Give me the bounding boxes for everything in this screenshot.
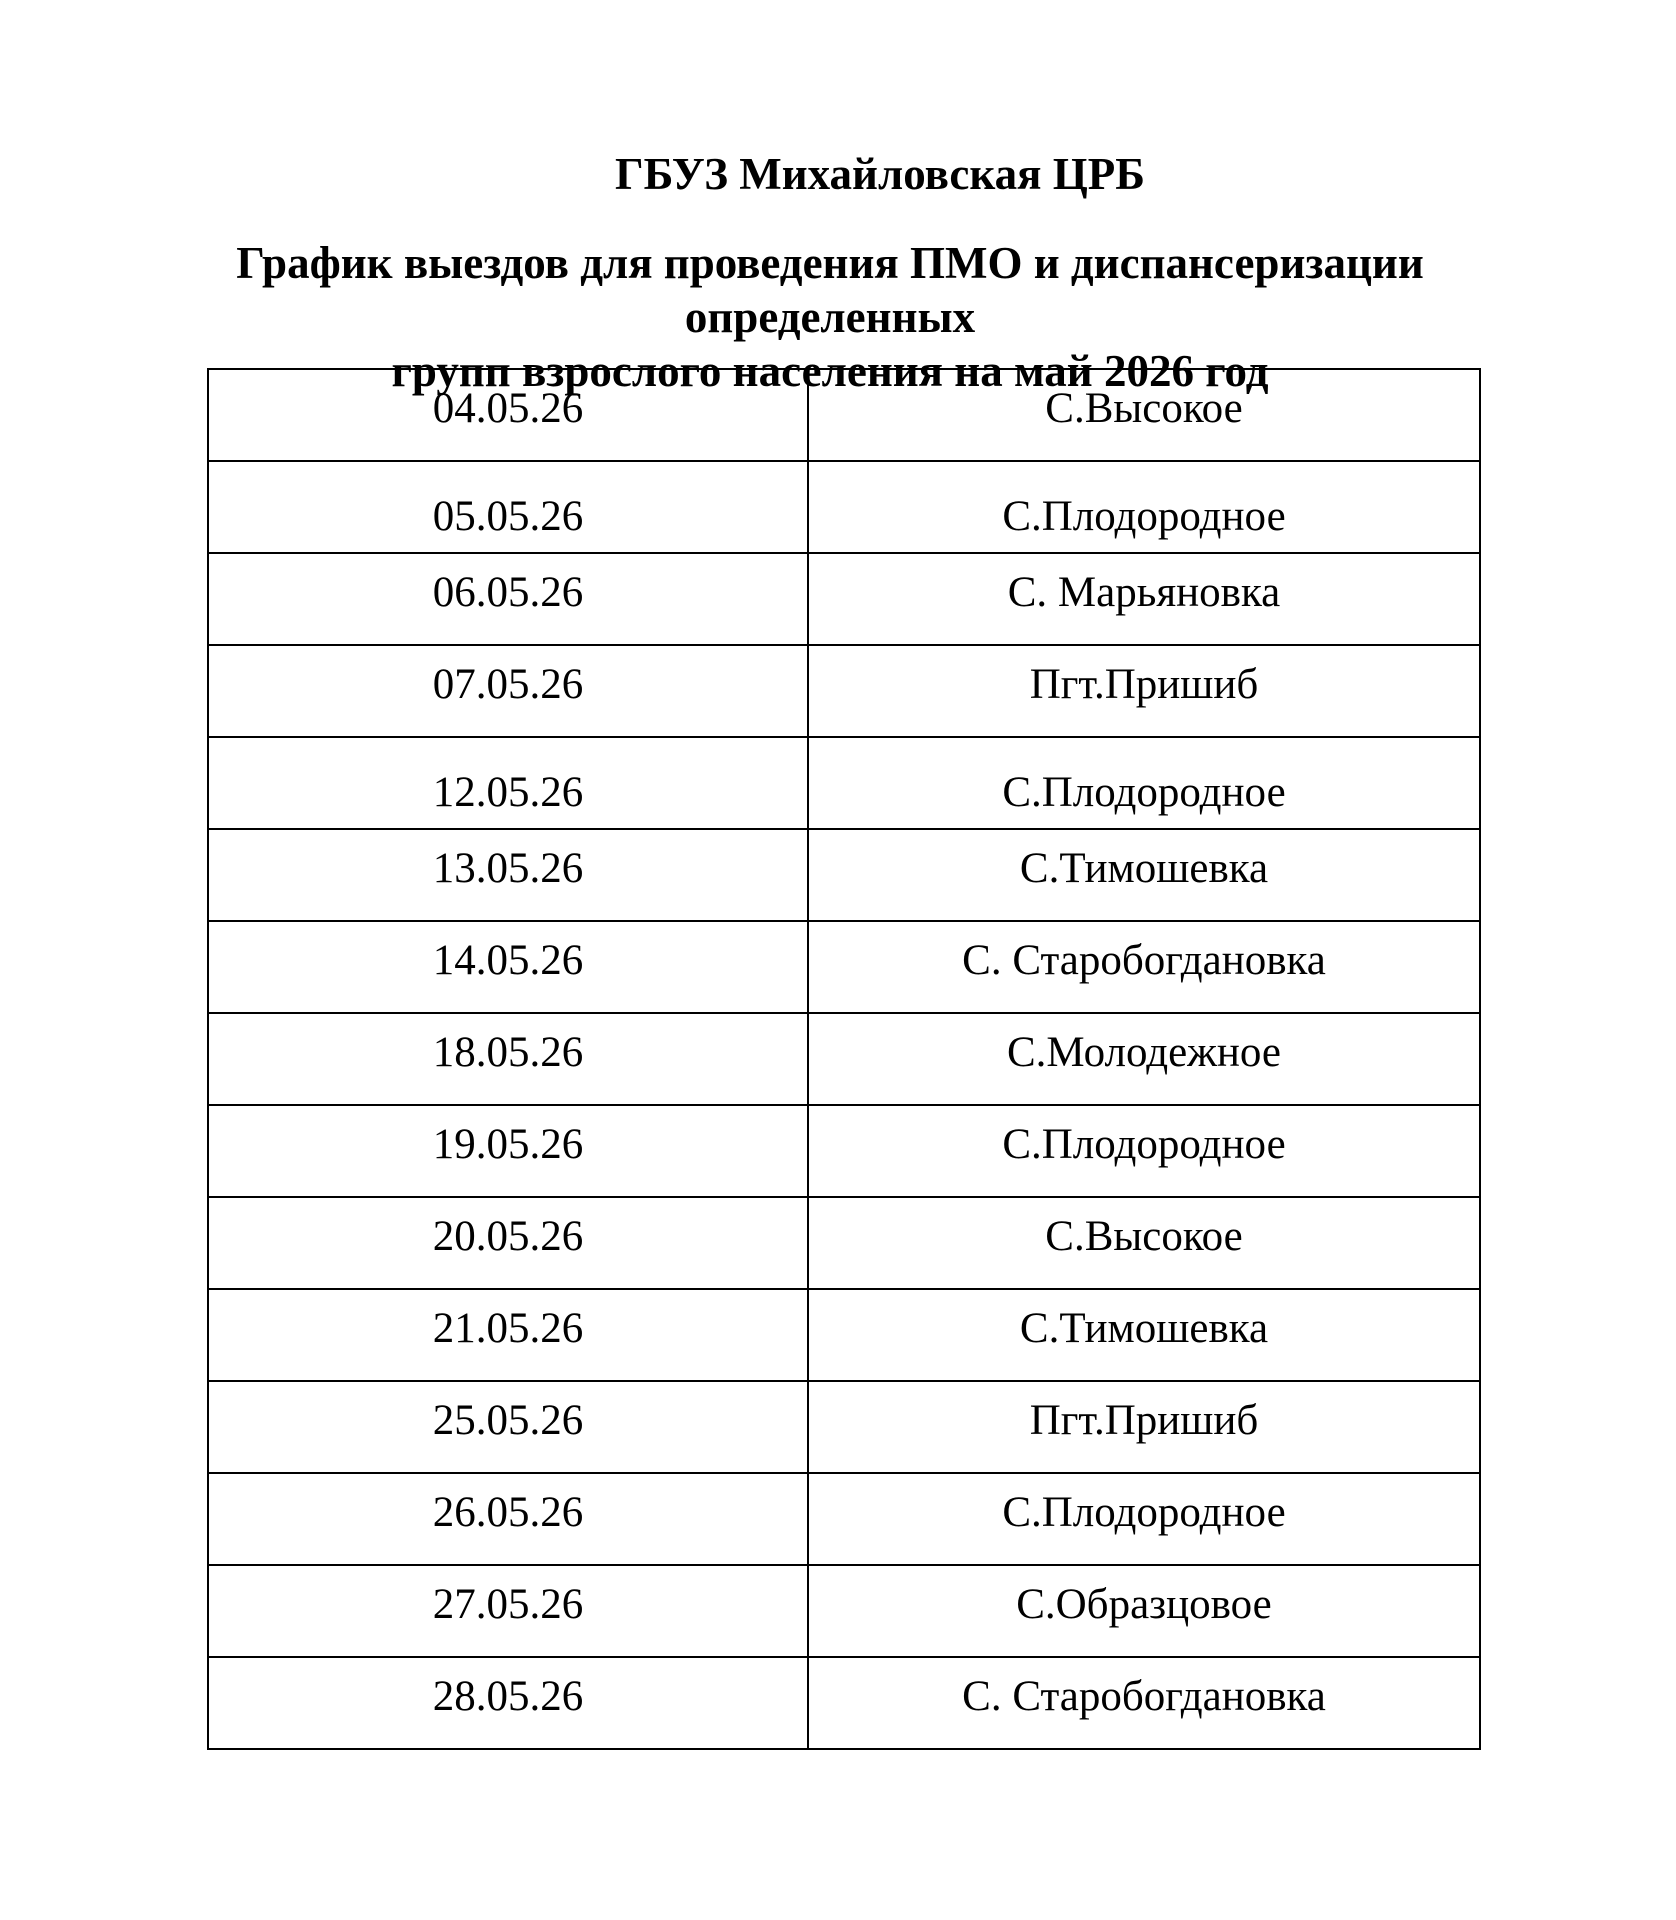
place-cell xyxy=(808,645,1480,737)
date-cell xyxy=(208,1197,808,1289)
table-row xyxy=(208,1197,1480,1289)
organization-name: ГБУЗ Михайловская ЦРБ xyxy=(614,149,1145,199)
place-text: С.Плодородное xyxy=(1002,493,1286,540)
date-cell xyxy=(208,737,808,829)
date-text: 05.05.26 xyxy=(432,493,584,540)
date-cell xyxy=(208,645,808,737)
place-cell xyxy=(808,921,1480,1013)
date-cell xyxy=(208,921,808,1013)
date-text: 13.05.26 xyxy=(432,845,584,892)
place-text: С.Плодородное xyxy=(1002,769,1286,816)
place-text: Пгт.Пришиб xyxy=(1029,1397,1259,1444)
table-row xyxy=(208,921,1480,1013)
date-text: 27.05.26 xyxy=(432,1581,584,1628)
place-cell xyxy=(808,369,1480,461)
place-cell xyxy=(808,461,1480,553)
date-text: 14.05.26 xyxy=(432,937,584,984)
table-row xyxy=(208,369,1480,461)
table-row xyxy=(208,737,1480,829)
place-cell xyxy=(808,553,1480,645)
place-text: С.Тимошевка xyxy=(1019,845,1269,892)
date-cell xyxy=(208,1013,808,1105)
date-text: 25.05.26 xyxy=(432,1397,584,1444)
place-cell xyxy=(808,1105,1480,1197)
place-text: С.Образцовое xyxy=(1016,1581,1272,1628)
date-text: 07.05.26 xyxy=(432,661,584,708)
date-cell xyxy=(208,1565,808,1657)
table-row xyxy=(208,829,1480,921)
date-cell xyxy=(208,1381,808,1473)
place-text: С.Тимошевка xyxy=(1019,1305,1269,1352)
date-text: 21.05.26 xyxy=(432,1305,584,1352)
date-cell xyxy=(208,1289,808,1381)
table-row xyxy=(208,1657,1480,1749)
date-text: 20.05.26 xyxy=(432,1213,584,1260)
table-row xyxy=(208,461,1480,553)
date-cell xyxy=(208,553,808,645)
date-cell xyxy=(208,1105,808,1197)
date-text: 12.05.26 xyxy=(432,769,584,816)
place-cell xyxy=(808,1473,1480,1565)
place-text: С. Марьяновка xyxy=(1007,569,1281,616)
place-text: Пгт.Пришиб xyxy=(1029,661,1259,708)
date-cell xyxy=(208,829,808,921)
schedule-table xyxy=(207,368,1481,1750)
place-text: С.Плодородное xyxy=(1002,1121,1286,1168)
date-text: 04.05.26 xyxy=(432,385,584,432)
place-text: С.Плодородное xyxy=(1002,1489,1286,1536)
document-title-line-2: групп взрослого населения на май 2026 год xyxy=(391,346,1269,396)
table-row xyxy=(208,1013,1480,1105)
place-cell xyxy=(808,1289,1480,1381)
date-cell xyxy=(208,1657,808,1749)
table-row xyxy=(208,1381,1480,1473)
date-cell xyxy=(208,1473,808,1565)
date-text: 28.05.26 xyxy=(432,1673,584,1720)
place-text: С. Старобогдановка xyxy=(962,937,1326,984)
table-row xyxy=(208,1473,1480,1565)
date-text: 06.05.26 xyxy=(432,569,584,616)
date-text: 19.05.26 xyxy=(432,1121,584,1168)
table-row xyxy=(208,1565,1480,1657)
place-cell xyxy=(808,737,1480,829)
place-cell xyxy=(808,829,1480,921)
date-cell xyxy=(208,461,808,553)
table-row xyxy=(208,1289,1480,1381)
document-title-line-1: График выездов для проведения ПМО и диспансеризации определенных xyxy=(236,238,1424,342)
table-row xyxy=(208,1105,1480,1197)
date-text: 26.05.26 xyxy=(432,1489,584,1536)
place-cell xyxy=(808,1565,1480,1657)
place-text: С.Высокое xyxy=(1045,1213,1243,1260)
place-cell xyxy=(808,1197,1480,1289)
date-text: 18.05.26 xyxy=(432,1029,584,1076)
table-row xyxy=(208,645,1480,737)
place-text: С.Молодежное xyxy=(1006,1029,1282,1076)
place-text: С. Старобогдановка xyxy=(962,1673,1326,1720)
place-cell xyxy=(808,1657,1480,1749)
date-cell xyxy=(208,369,808,461)
place-cell xyxy=(808,1013,1480,1105)
place-cell xyxy=(808,1381,1480,1473)
place-text: С.Высокое xyxy=(1045,385,1243,432)
table-row xyxy=(208,553,1480,645)
